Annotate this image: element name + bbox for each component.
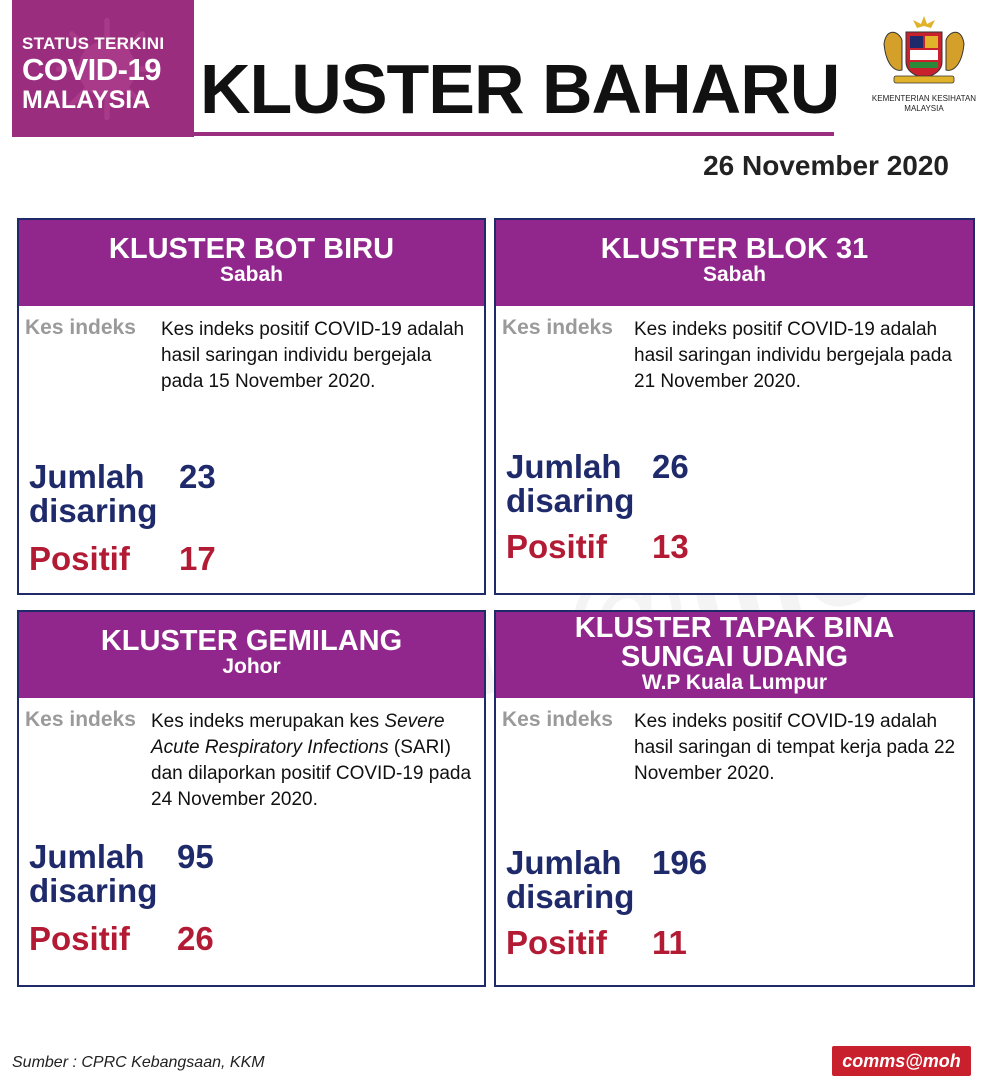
- report-date: 26 November 2020: [703, 150, 949, 181]
- cluster-location: Sabah: [219, 263, 284, 286]
- badge-line-1: STATUS TERKINI: [22, 34, 165, 53]
- cluster-location: Sabah: [702, 263, 767, 286]
- page-title: KLUSTER BAHARU: [200, 50, 840, 128]
- index-case-label: Kes indeks: [502, 708, 613, 731]
- index-case-label: Kes indeks: [25, 708, 136, 731]
- cluster-card-gemilang: [17, 610, 486, 987]
- positive-label: Positif: [506, 528, 607, 565]
- screened-count: 196: [652, 844, 708, 881]
- cluster-name: KLUSTER BLOK 31: [600, 233, 869, 265]
- cluster-name-line-2: SUNGAI UDANG: [620, 641, 849, 673]
- index-case-description: Kes indeks merupakan kes Severe Acute Respiratory Infections (SARI) dan dilaporkan positif COVID-19 pada 24 November 2020.: [151, 711, 472, 810]
- ministry-name: KEMENTERIAN KESIHATAN MALAYSIA: [871, 94, 977, 113]
- cluster-name: KLUSTER BOT BIRU: [108, 233, 395, 265]
- screened-label: Jumlah disaring: [506, 844, 635, 915]
- cluster-name-line-1: KLUSTER TAPAK BINA: [574, 612, 895, 644]
- index-case-label: Kes indeks: [502, 316, 613, 339]
- cluster-card-blok-31: [494, 218, 975, 595]
- title-underline: [194, 132, 834, 136]
- cluster-card-tapak-bina-sungai-udang: [494, 610, 975, 987]
- comms-tag: comms@moh: [832, 1046, 971, 1076]
- positive-count: 17: [179, 540, 216, 577]
- screened-label: Jumlah disaring: [29, 458, 158, 529]
- positive-count: 26: [177, 920, 214, 957]
- card-header: [496, 612, 973, 698]
- badge-line-3: MALAYSIA: [22, 86, 151, 114]
- cluster-location: W.P Kuala Lumpur: [641, 671, 828, 694]
- positive-label: Positif: [29, 540, 130, 577]
- index-case-description: Kes indeks positif COVID-19 adalah hasil saringan di tempat kerja pada 22 November 2020.: [634, 711, 956, 784]
- positive-count: 11: [652, 924, 687, 961]
- positive-count: 13: [652, 528, 689, 565]
- screened-count: 26: [652, 448, 689, 485]
- index-case-description: Kes indeks positif COVID-19 adalah hasil saringan individu bergejala pada 21 November 2020.: [634, 319, 952, 392]
- positive-label: Positif: [506, 924, 607, 961]
- badge-line-2: COVID-19: [22, 52, 161, 87]
- index-case-description: Kes indeks positif COVID-19 adalah hasil saringan individu bergejala pada 15 November 2020.: [161, 319, 465, 392]
- cluster-location: Johor: [222, 655, 281, 678]
- cluster-name: KLUSTER GEMILANG: [100, 625, 403, 657]
- screened-label: Jumlah disaring: [29, 838, 158, 909]
- positive-label: Positif: [29, 920, 130, 957]
- index-case-label: Kes indeks: [25, 316, 136, 339]
- cluster-card-bot-biru: [17, 218, 486, 595]
- screened-count: 95: [177, 838, 214, 875]
- source-note: Sumber : CPRC Kebangsaan, KKM: [12, 1054, 265, 1071]
- card-header: [19, 612, 484, 698]
- status-badge: [12, 0, 194, 137]
- screened-count: 23: [179, 458, 216, 495]
- coat-of-arms-icon: [880, 14, 968, 86]
- card-header: [19, 220, 484, 306]
- screened-label: Jumlah disaring: [506, 448, 635, 519]
- card-header: [496, 220, 973, 306]
